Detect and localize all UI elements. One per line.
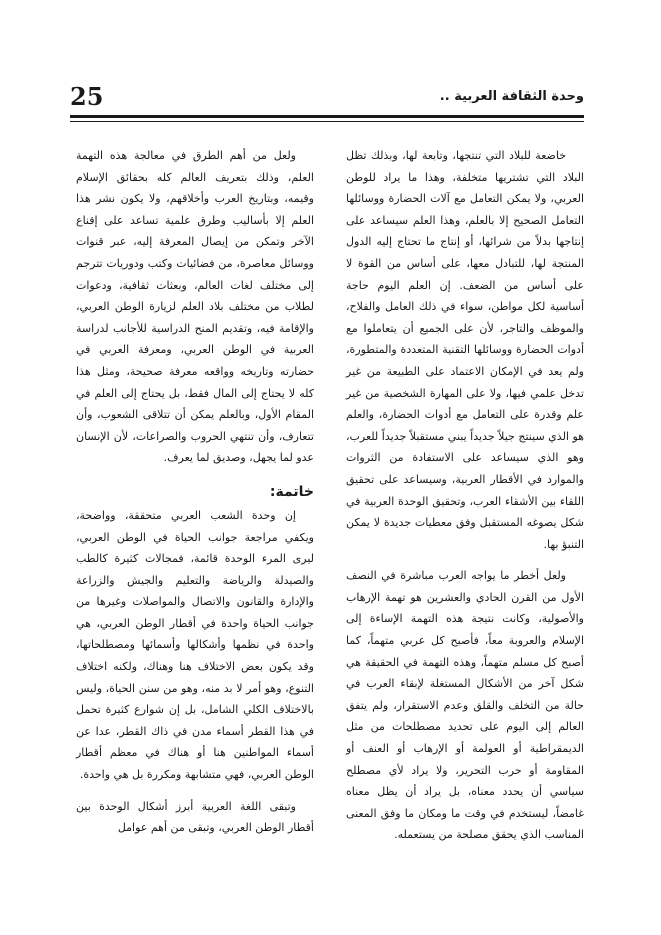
header-rule-thin	[70, 121, 584, 122]
page-number: 25	[70, 82, 104, 111]
right-column	[346, 145, 584, 846]
paragraph: خاضعة للبلاد التي تنتجها، وتابعة لها، وبذلك تظل البلاد التي تشتريها متخلفة، وهذا ما يراد للوطن العربي، ولا يمكن التعامل مع آلات الحضارة ووسائلها التعامل الصحيح إلا بالعلم، وهذا العلم سيساعد على إنتاجها بدلاً من شرائها، أو إنتاج ما تحتاج إليه الدول المنتجة لها، للتبادل معها، على أساس من القوة لا على أساس من الضعف. إن العلم اليوم حاجة أساسية لكل مواطن، سواء في ذلك العامل والفلاح، والموظف والتاجر، لأن على الجميع أن يتعاملوا مع أدوات الحضارة ووسائلها التقنية المتعددة والمتطورة، ولم يعد في الإمكان الاعتماد على الطبيعة من غير تدخل علمي فيها، ولا على المهارة الشخصية من غير علم وقدرة على التعامل مع أدوات الحضارة، والعلم هو الذي سينتج جيلاً جديداً يبني مستقبلاً جديداً للعرب، وهو الذي سيساعد على الاستفادة من الثروات والموارد في الأقطار العربية، وسيساعد على تحقيق اللقاء بين الأشقاء العرب، وتحقيق الوحدة العربية في شكل يصوغه المستقبل وفق معطيات جديدة لا يمكن التنبؤ بها.	[346, 149, 584, 551]
paragraph: ولعل أخطر ما يواجه العرب مباشرة في النصف الأول من القرن الحادي والعشرين هو تهمة الإرهاب والأصولية، وكانت نتيجة هذه التهمة الإساءة إلى الإسلام والعروبة معاً، فأصبح كل عربي متهماً، كما أصبح كل مسلم متهماً، وهذه التهمة في الحقيقة هي شكل آخر من الأشكال المستغلة لإبقاء العرب في حالة من التخلف والقلق وعدم الاستقرار، ولم يتفق العالم إلى اليوم على تحديد مصطلحات من مثل الديمقراطية أو العولمة أو الإرهاب أو العنف أو المقاومة أو حرب التحرير، ولا يراد لأي مصطلح سياسي أن يحدد معناه، بل يراد أن يظل معناه غامضاً، ليستخدم في وقت ما ومكان ما وفق المعنى المناسب الذي يحقق مصلحة من يستعمله.	[346, 569, 584, 842]
header-rule	[70, 115, 584, 118]
left-column	[76, 145, 314, 839]
running-title: وحدة الثقافة العربية ..	[439, 89, 584, 104]
paragraph: وتبقى اللغة العربية أبرز أشكال الوحدة بين أقطار الوطن العربي، وتبقى من أهم عوامل	[76, 799, 314, 835]
paragraph: ولعل من أهم الطرق في معالجة هذه التهمة العلم، وذلك بتعريف العالم كله بحقائق الإسلام وقيمه، وبتاريخ العرب وأخلاقهم، ولا يكون نشر هذا العلم إلا بأساليب وطرق علمية تساعد على إقناع الآخر وتمكن من إيصال المعرفة إليه، عبر قنوات ووسائل معاصرة، من فضائيات وكتب ودوريات تترجم إلى مختلف لغات العالم، وبعثات ثقافية، ودعوات لطلاب من مختلف بلاد العلم لزيارة الوطن العربي، والإقامة فيه، وتقديم المنح الدراسية للأجانب لدراسة العربية في الوطن العربي، ومعرفة العربي في حضارته وتاريخه وواقعه معرفة صحيحة، ومثل هذا كله لا يحتاج إلى المال فقط، بل يحتاج إلى العلم في المقام الأول، وبالعلم يمكن أن تتلاقى الشعوب، وأن تتعارف، وأن تنتهي الحروب والصراعات، لأن الإنسان عدو لما يجهل، وصديق لما يعرف.	[76, 149, 314, 465]
paragraph: إن وحدة الشعب العربي متحققة، وواضحة، ويكفي مراجعة جوانب الحياة في الوطن العربي، ليرى المرء الوحدة قائمة، فمجالات كثيرة كالطب والصيدلة والرياضة والتعليم والجيش والزراعة والإدارة والقانون والاتصال والمواصلات وغيرها من جوانب الحياة واحدة في أقطار الوطن العربي، هي واحدة في نظمها وأشكالها وأسمائها ومصطلحاتها، وقد يكون بعض الاختلاف هنا وهناك، ولكنه اختلاف التنوع، وهو أمر لا بد منه، وهو من سنن الحياة، وليس بالاختلاف الكلي الشامل، بل إن شوارع كثيرة تحمل في هذا القطر أسماء مدن في ذاك القطر، عدا عن أسماء المواطنين هنا أو هناك في معظم أقطار الوطن العربي، فهي متشابهة ومكررة بل هي واحدة.	[76, 508, 314, 782]
conclusion-heading: خاتمة:	[269, 483, 314, 500]
page-header	[70, 84, 584, 114]
